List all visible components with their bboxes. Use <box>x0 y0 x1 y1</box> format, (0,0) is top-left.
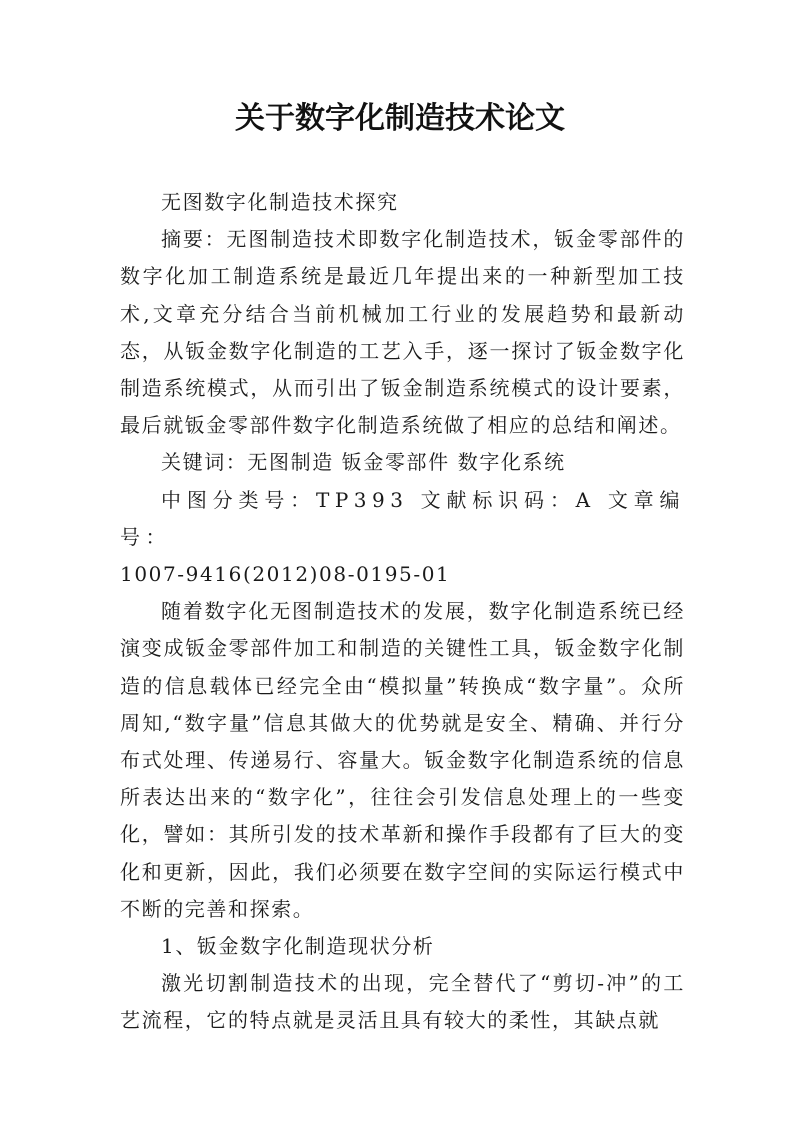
document-body <box>120 184 685 1040</box>
article-number: 1007-9416(2012)08-0195-01 <box>120 562 451 587</box>
article-subtitle: 无图数字化制造技术探究 <box>161 190 399 214</box>
classification-line: 中图分类号：TP393 文献标识码：A 文章编号： <box>120 487 685 549</box>
section-heading: 1、钣金数字化制造现状分析 <box>161 934 435 959</box>
page-title: 关于数字化制造技术论文 <box>235 101 565 136</box>
keywords-line: 关键词：无图制造 钣金零部件 数字化系统 <box>161 450 566 475</box>
abstract-paragraph: 摘要：无图制造技术即数字化制造技术，钣金零部件的数字化加工制造系统是最近几年提出来的一种新型加工技术,文章充分结合当前机械加工行业的发展趋势和最新动态，从钣金数字化制造的工艺入手，逐一探讨了钣金数字化制造系统模式，从而引出了钣金制造系统模式的设计要素，最后就钣金零部件数字化制造系统做了相应的总结和阐述。 <box>120 227 685 438</box>
body-paragraph: 激光切割制造技术的出现，完全替代了“剪切-冲”的工艺流程，它的特点就是灵活且具有较大的柔性，其缺点就 <box>120 971 685 1033</box>
body-paragraph: 随着数字化无图制造技术的发展，数字化制造系统已经演变成钣金零部件加工和制造的关键性工具，钣金数字化制造的信息载体已经完全由“模拟量”转换成“数字量”。众所周知,“数字量”信息其做大的优势就是安全、精确、并行分布式处理、传递易行、容量大。钣金数字化制造系统的信息所表达出来的“数字化”，往往会引发信息处理上的一些变化，譬如：其所引发的技术革新和操作手段都有了巨大的变化和更新，因此，我们必须要在数字空间的实际运行模式中不断的完善和探索。 <box>120 599 685 921</box>
